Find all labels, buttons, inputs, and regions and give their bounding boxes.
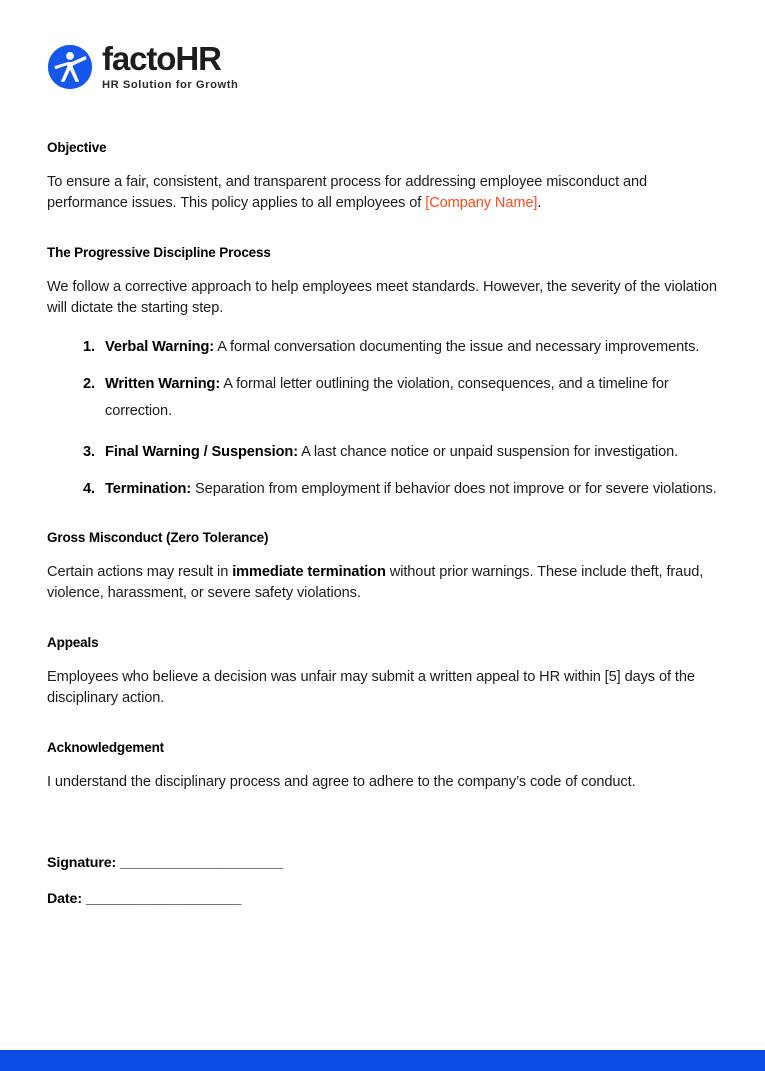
process-heading: The Progressive Discipline Process: [47, 244, 271, 260]
list-item: [83, 371, 719, 424]
section-progressive-discipline: [47, 245, 719, 500]
step-label: Termination:: [105, 481, 192, 498]
factohr-person-figure-icon: [47, 44, 93, 90]
appeals-paragraph: Employees who believe a decision was unfair may submit a written appeal to HR within [5] days of the disciplinary action.: [47, 668, 695, 707]
company-name-placeholder: [Company Name]: [425, 195, 538, 212]
objective-paragraph: [47, 172, 719, 215]
gross-misconduct-paragraph: [47, 562, 719, 605]
footer-accent-bar: [0, 1050, 765, 1071]
gross-misconduct-heading: Gross Misconduct (Zero Tolerance): [47, 529, 269, 545]
brand-tagline: HR Solution for Growth: [102, 79, 239, 91]
step-text: Separation from employment if behavior does not improve or for severe violations.: [191, 481, 717, 498]
signature-row: [47, 855, 547, 871]
signature-label: Signature:: [47, 855, 117, 871]
date-write-line[interactable]: _____________________: [85, 891, 242, 907]
objective-text-before: To ensure a fair, consistent, and transparent process for addressing employee misconduct and performance issues. This policy applies to all employees of: [47, 174, 648, 212]
process-intro: We follow a corrective approach to help employees meet standards. However, the severity of the violation will dictate the starting step.: [47, 278, 717, 317]
date-label: Date:: [47, 891, 82, 907]
step-label: Verbal Warning:: [105, 338, 215, 355]
acknowledgement-paragraph: I understand the disciplinary process and agree to adhere to the company’s code of conduct.: [47, 773, 636, 790]
step-label: Final Warning / Suspension:: [105, 443, 298, 460]
date-row: [47, 891, 547, 907]
list-item: [83, 337, 719, 358]
acknowledgement-heading: Acknowledgement: [47, 739, 165, 755]
section-acknowledgement: [47, 740, 719, 793]
section-gross-misconduct: [47, 530, 719, 605]
immediate-termination-emphasis: immediate termination: [232, 563, 386, 580]
brand-logo-text: [102, 42, 238, 91]
step-text: A last chance notice or unpaid suspension for investigation.: [297, 443, 679, 460]
brand-logo: [47, 42, 238, 91]
section-objective: [47, 140, 719, 215]
gross-misconduct-text-after: without prior warnings. These include theft, fraud, violence, harassment, or severe safety violations.: [47, 563, 704, 602]
signature-block: [47, 855, 547, 927]
list-item: [83, 439, 719, 466]
appeals-heading: Appeals: [47, 634, 99, 650]
list-item: [83, 479, 719, 500]
step-text: A formal letter outlining the violation, consequences, and a timeline for correction.: [105, 376, 669, 420]
objective-heading: Objective: [47, 140, 107, 155]
step-text: A formal conversation documenting the issue and necessary improvements.: [214, 338, 700, 355]
brand-wordmark: factoHR: [102, 40, 221, 77]
section-appeals: [47, 635, 719, 710]
signature-write-line[interactable]: ______________________: [120, 855, 283, 871]
objective-text-after: .: [537, 195, 542, 212]
document-content: [47, 140, 719, 820]
gross-misconduct-text-before: Certain actions may result in: [47, 563, 233, 580]
step-label: Written Warning:: [105, 376, 221, 393]
discipline-steps-list: [47, 337, 719, 500]
